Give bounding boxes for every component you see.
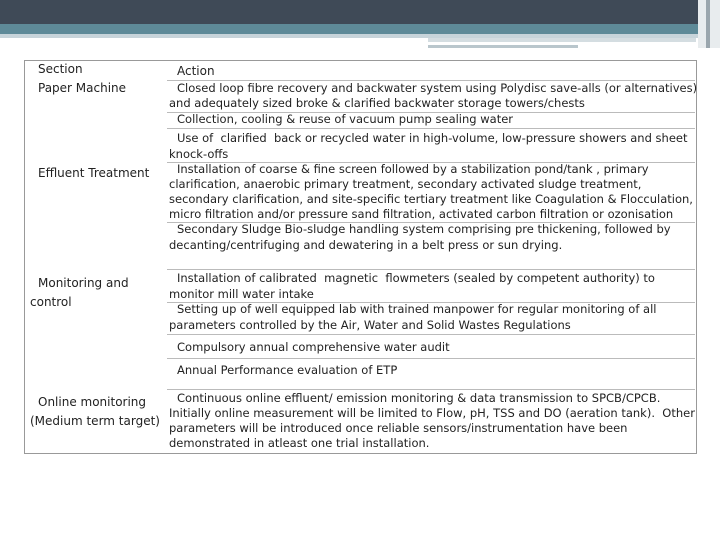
row-divider xyxy=(167,334,695,335)
section-paper-machine: Paper Machine xyxy=(38,81,127,95)
action-text: Closed loop fibre recovery and backwater system using Polydisc save-alls (or alternatives) xyxy=(177,81,698,95)
column-divider xyxy=(165,61,167,453)
action-text: parameters will be introduced once reliable sensors/instrumentation have been xyxy=(169,421,628,435)
action-text: Annual Performance evaluation of ETP xyxy=(177,363,398,377)
section-effluent-treatment: Effluent Treatment xyxy=(38,166,150,180)
row-divider xyxy=(167,358,695,359)
action-text: Compulsory annual comprehensive water audit xyxy=(177,340,450,354)
section-online-line2: (Medium term target) xyxy=(30,414,160,428)
title-bar-dark xyxy=(0,0,720,24)
row-divider xyxy=(167,128,695,129)
row-divider xyxy=(167,269,695,270)
action-text: secondary clarification, and site-specific tertiary treatment like Coagulation & Flocculation, xyxy=(169,192,693,206)
action-text: clarification, anaerobic primary treatment, secondary activated sludge treatment, xyxy=(169,177,642,191)
action-text: Collection, cooling & reuse of vacuum pump sealing water xyxy=(177,112,514,126)
action-table xyxy=(24,60,697,454)
action-text: Initially online measurement will be limited to Flow, pH, TSS and DO (aeration tank). Other xyxy=(169,406,695,420)
action-text: parameters controlled by the Air, Water and Solid Wastes Regulations xyxy=(169,318,571,332)
decorative-corner-bar xyxy=(706,0,710,48)
action-text: micro filtration and/or pressure sand filtration, activated carbon filtration or ozonisation xyxy=(169,207,674,221)
action-text: knock-offs xyxy=(169,147,229,161)
action-text: Use of clarified back or recycled water in high-volume, low-pressure showers and sheet xyxy=(177,131,688,145)
title-bar-accent xyxy=(0,24,720,34)
action-text: decanting/centrifuging and dewatering in a belt press or sun drying. xyxy=(169,238,563,252)
section-online-line1: Online monitoring xyxy=(38,395,147,409)
action-text: monitor mill water intake xyxy=(169,287,314,301)
action-text: Installation of calibrated magnetic flowmeters (sealed by competent authority) to xyxy=(177,271,655,285)
action-text: Secondary Sludge Bio-sludge handling system comprising pre thickening, followed by xyxy=(177,222,671,236)
action-text: and adequately sized broke & clarified backwater storage towers/chests xyxy=(169,96,585,110)
header-action: Action xyxy=(177,64,215,78)
decorative-line xyxy=(428,38,696,42)
action-text: Continuous online effluent/ emission monitoring & data transmission to SPCB/CPCB. xyxy=(177,391,661,405)
decorative-line xyxy=(428,45,578,48)
action-text: Installation of coarse & fine screen followed by a stabilization pond/tank , primary xyxy=(177,162,649,176)
section-monitoring-line1: Monitoring and xyxy=(38,276,129,290)
header-section: Section xyxy=(38,62,83,76)
section-monitoring-line2: control xyxy=(30,295,72,309)
action-text: demonstrated in atleast one trial installation. xyxy=(169,436,430,450)
action-text: Setting up of well equipped lab with trained manpower for regular monitoring of all xyxy=(177,302,657,316)
row-divider xyxy=(167,389,695,390)
